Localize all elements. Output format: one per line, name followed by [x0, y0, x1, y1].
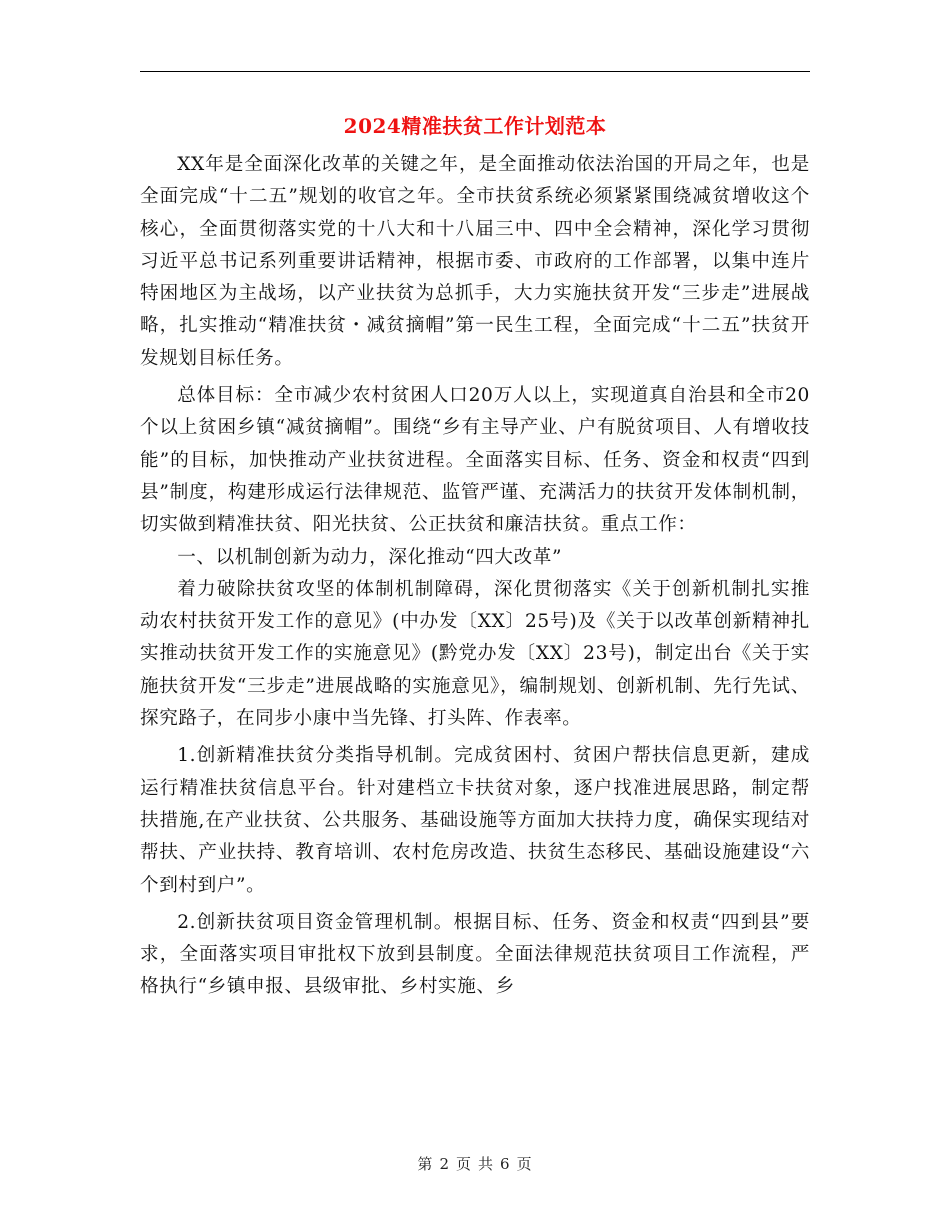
footer-prefix: 第 — [417, 1155, 434, 1173]
footer-suffix: 页 — [516, 1155, 533, 1173]
section-heading-1: 一、以机制创新为动力，深化推动“四大改革” — [177, 546, 563, 568]
header-rule — [140, 71, 810, 72]
paragraph-mechanism-reform: 着力破除扶贫攻坚的体制机制障碍，深化贯彻落实《关于创新机制扎实推动农村扶贫开发工作的意见》(中办发〔XX〕25号)及《关于以改革创新精神扎实推动扶贫开发工作的实施意见》(黔党办发〔XX〕23号)，制定出台《关于实施扶贫开发“三步走”进展战略的实施意见》，编制规划、创新机制、先行先试、探究路子，在同步小康中当先锋、打头阵、作表率。 — [140, 578, 810, 730]
page-footer — [0, 1152, 950, 1176]
footer-page-word: 页 — [455, 1155, 472, 1173]
document-title: 2024精准扶贫工作计划范本 — [343, 114, 607, 138]
paragraph-item-2: 2.创新扶贫项目资金管理机制。根据目标、任务、资金和权责“四到县”要求，全面落实项目审批权下放到县制度。全面法律规范扶贫项目工作流程，严格执行“乡镇申报、县级审批、乡村实施、乡 — [140, 911, 810, 998]
document-body — [140, 149, 810, 1004]
paragraph-overall-goal: 总体目标：全市减少农村贫困人口20万人以上，实现道真自治县和全市20个以上贫困乡镇“减贫摘帽”。围绕“乡有主导产业、户有脱贫项目、人有增收技能”的目标，加快推动产业扶贫进程。全面落实目标、任务、资金和权责“四到县”制度，构建形成运行法律规范、监管严谨、充满活力的扶贫开发体制机制，切实做到精准扶贫、阳光扶贫、公正扶贫和廉洁扶贫。重点工作： — [140, 385, 810, 536]
footer-total-word: 共 — [478, 1155, 495, 1173]
paragraph-item-1: 1.创新精准扶贫分类指导机制。完成贫困村、贫困户帮扶信息更新，建成运行精准扶贫信息平台。针对建档立卡扶贫对象，逐户找准进展思路，制定帮扶措施,在产业扶贫、公共服务、基础设施等方面加大扶持力度，确保实现结对帮扶、产业扶持、教育培训、农村危房改造、扶贫生态移民、基础设施建设“六个到村到户”。 — [140, 745, 810, 896]
footer-current-page: 2 — [439, 1155, 450, 1173]
paragraph-intro: XX年是全面深化改革的关键之年，是全面推动依法治国的开局之年，也是全面完成“十二五”规划的收官之年。全市扶贫系统必须紧紧围绕减贫增收这个核心，全面贯彻落实党的十八大和十八届三中、四中全会精神，深化学习贯彻习近平总书记系列重要讲话精神，根据市委、市政府的工作部署，以集中连片特困地区为主战场，以产业扶贫为总抓手，大力实施扶贫开发“三步走”进展战略，扎实推动“精准扶贫・减贫摘帽”第一民生工程，全面完成“十二五”扶贫开发规划目标任务。 — [140, 154, 810, 369]
footer-total-pages: 6 — [500, 1155, 511, 1173]
